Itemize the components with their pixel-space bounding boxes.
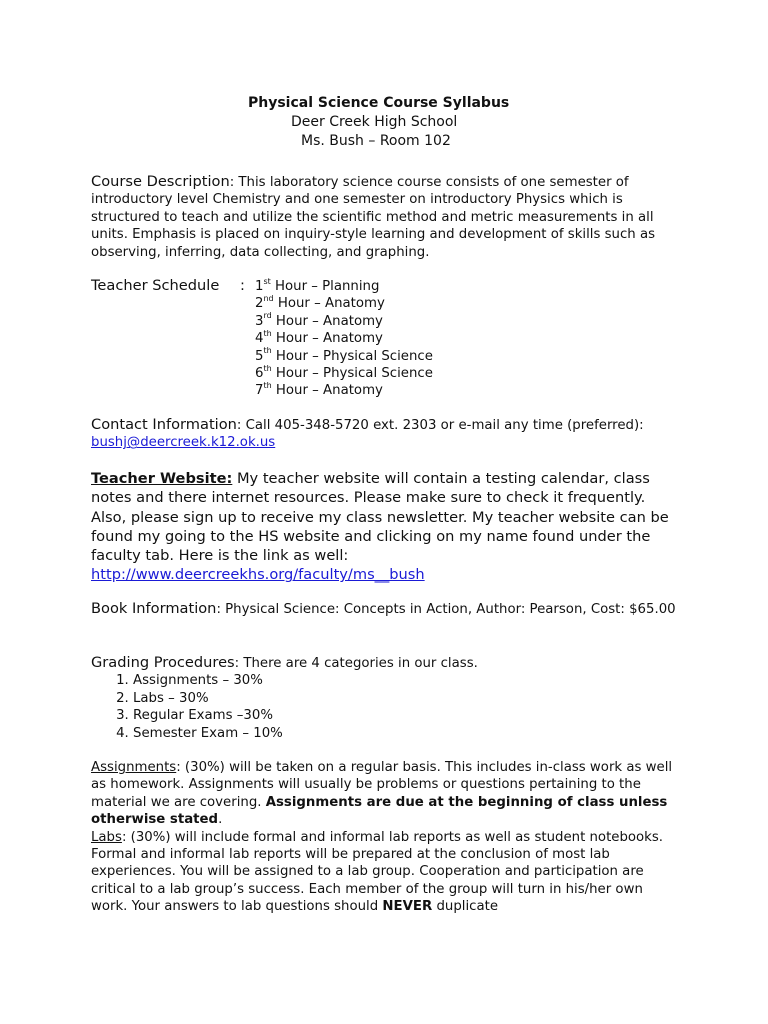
grading-item: 3. Regular Exams –30% [133, 707, 691, 724]
grading-list [91, 672, 691, 742]
contact-section [91, 416, 691, 452]
schedule-item: 4th Hour – Anatomy [255, 328, 383, 347]
assignments-due-note: Assignments are due at the beginning of class unless otherwise stated [91, 794, 668, 828]
schedule-item: 6th Hour – Physical Science [255, 363, 433, 381]
course-description-label: Course Description [91, 173, 230, 190]
assignments-labs-section: Assignments: (30%) will be taken on a regular basis. This includes in-class work as well as homework. Assignments will usually be problems or questions pertaining to the material we are covering. Assignments are due at the beginning of class unless otherwise stated. Labs: (30%) will include formal and informal lab reports as well as student notebooks. Formal and informal lab reports will be prepared at the conclusion of most lab experiences. You will be assigned to a lab group. Cooperation and participation are critical to a lab group’s success. Each member of the group will turn in his/her own work. Your answers to lab questions should NEVER duplicate [91, 760, 673, 915]
schedule-item: 1st Hour – Planning [255, 276, 380, 294]
syllabus-page: Physical Science Course Syllabus Deer Creek High School Ms. Bush – Room 102 Course Description: This laboratory science course consists of one semester of introductory level Chemistry and one semester on introductory Physics which is structured to teach and utilize the scientific method and metric measurements in all units. Emphasis is placed on inquiry-style learning and development of skills such as observing, inferring, data collecting, and graphing. Teacher Schedule : 1st Hour – Planning 2nd Hour – Anatomy 3rd Hour – Anatomy 4th Hour – Anatomy 5th Hour – Physical Science 6th Hour – Physical Science 7th Hour – Anatomy Contact Information: Call 405-348-5720 ext. 2303 or e-mail any time (preferred): bushj@deercreek.k12.ok.us Teacher Website: My teacher website will contain a testing calendar, class notes and there internet resources. Please make sure to check it frequently. Also, please sign up to receive my class newsletter. My teacher website can be found my going to the HS website and clicking on my name found under the faculty tab. Here is the link as well: http://www.deercreekhs.org/faculty/ms__bush Book Information: Physical Science: Concepts in Action, Author: Pearson, Cost: $65.00 Grading Procedures: There are 4 categories in our class. 1. Assignments – 30% 2. Labs – 30% 3. Regular Exams –30% 4. Semester Exam – 10% Assignments: (30%) will be taken on a regular basis. This includes in-class work as well as homework. Assignments will usually be problems or questions pertaining to the material we are covering. Assignments are due at the beginning of class unless otherwise stated. Labs: (30%) will include formal and informal lab reports as well as student notebooks. Formal and informal lab reports will be prepared at the conclusion of most lab experiences. You will be assigned to a lab group. Cooperation and participation are critical to a lab group’s success. Each member of the group will turn in his/her own work. Your answers to lab questions should NEVER duplicate [0, 0, 768, 1024]
grading-label: Grading Procedures [91, 654, 235, 671]
website-link[interactable]: http://www.deercreekhs.org/faculty/ms__bush [91, 566, 425, 584]
schedule-item: 5th Hour – Physical Science [255, 346, 433, 364]
page-title: Physical Science Course Syllabus [248, 95, 510, 111]
website-label: Teacher Website: [91, 470, 233, 487]
labs-never-emphasis: NEVER [382, 899, 433, 915]
teacher-room: Ms. Bush – Room 102 [301, 133, 451, 149]
labs-label: Labs [91, 829, 122, 845]
labs-text: : (30%) will include formal and informal lab reports as well as student notebooks. Formal and informal lab reports will be prepared at the conclusion of most lab experiences. You will be assigned to a lab group. Cooperation and participation are critical to a lab group’s success. Each member of the group will turn in his/her own work. Your answers to lab questions should [91, 829, 664, 915]
assignments-label: Assignments [91, 760, 177, 775]
grading-item: 1. Assignments – 30% [133, 672, 691, 689]
course-description-text: : This laboratory science course consists of one semester of introductory level Chemistry and one semester on introductory Physics which is structured to teach and utilize the scientific method and metric measurements in all units. Emphasis is placed on inquiry-style learning and development of skills such as observing, inferring, data collecting, and graphing. [91, 175, 656, 260]
schedule-item: 7th Hour – Anatomy [255, 380, 383, 399]
grading-item: 4. Semester Exam – 10% [133, 725, 691, 742]
website-text: My teacher website will contain a testing calendar, class notes and there internet resources. Please make sure to check it frequently. Also, please sign up to receive my class newsletter. My teacher website can be found my going to the HS website and clicking on my name found under the faculty tab. Here is the link as well: [91, 470, 669, 565]
grading-section [91, 654, 691, 742]
email-link[interactable]: bushj@deercreek.k12.ok.us [91, 435, 276, 451]
book-text: : Physical Science: Concepts in Action, Author: Pearson, Cost: $65.00 [216, 602, 676, 617]
grading-item: 2. Labs – 30% [133, 690, 691, 707]
grading-text: : There are 4 categories in our class. [234, 656, 478, 671]
book-section [91, 600, 691, 618]
contact-label: Contact Information [91, 416, 237, 433]
schedule-item: 2nd Hour – Anatomy [255, 293, 385, 312]
document-header [0, 94, 768, 151]
teacher-schedule-label: Teacher Schedule [91, 277, 220, 294]
school-name: Deer Creek High School [291, 114, 458, 130]
schedule-item: 3rd Hour – Anatomy [255, 311, 383, 329]
course-description-section [91, 173, 691, 261]
contact-text: : Call 405-348-5720 ext. 2303 or e-mail any time (preferred): [236, 418, 644, 433]
assignments-text: : (30%) will be taken on a regular basis. This includes in-class work as well as homework. Assignments will usually be problems or questions pertaining to the material we are covering. [91, 760, 673, 810]
website-section [91, 469, 681, 585]
book-label: Book Information [91, 600, 217, 617]
schedule-list [255, 278, 433, 400]
